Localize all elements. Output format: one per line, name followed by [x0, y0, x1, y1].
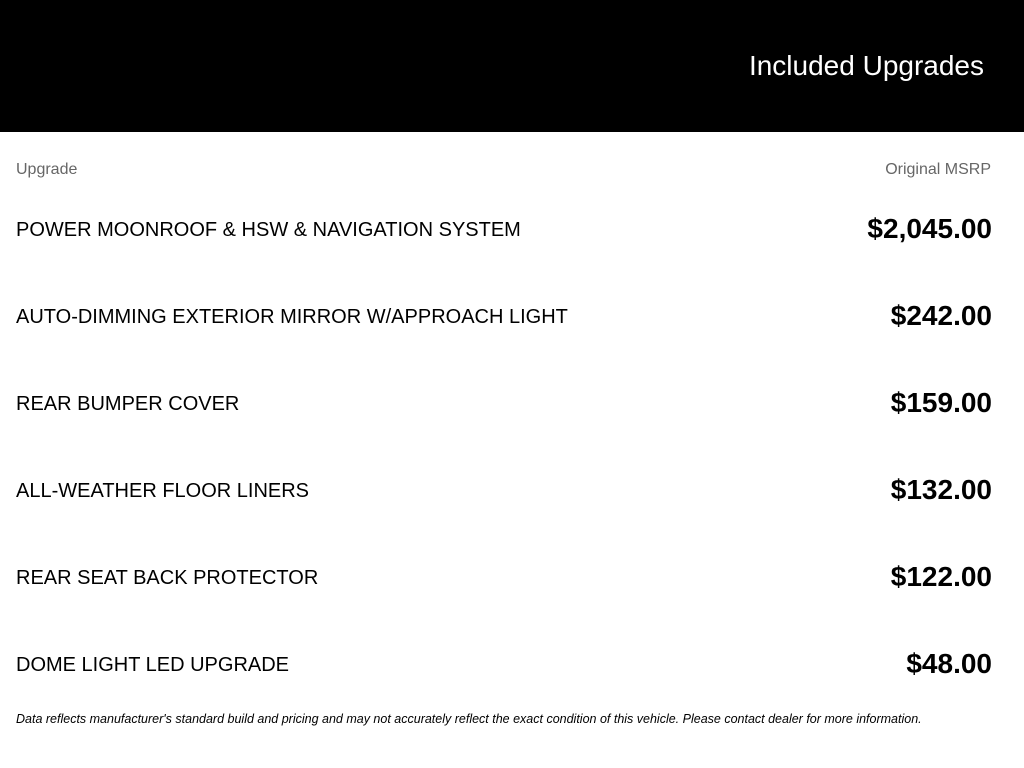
upgrade-price: $132.00	[890, 474, 992, 505]
column-header-upgrade: Upgrade	[16, 161, 78, 178]
upgrade-row	[0, 208, 1024, 295]
upgrade-name: ALL-WEATHER FLOOR LINERS	[16, 480, 310, 502]
disclaimer-text: Data reflects manufacturer's standard build and pricing and may not accurately reflect the exact condition of this vehicle. Please contact dealer for more information.	[16, 712, 922, 726]
upgrade-name: POWER MOONROOF & HSW & NAVIGATION SYSTEM	[16, 219, 521, 241]
upgrade-price: $242.00	[890, 300, 992, 331]
upgrade-row	[0, 382, 1024, 469]
header-banner	[0, 0, 1024, 132]
page-title: Included Upgrades	[748, 50, 984, 81]
upgrade-row	[0, 556, 1024, 643]
upgrade-price: $48.00	[906, 648, 992, 679]
column-header-msrp: Original MSRP	[885, 161, 991, 178]
upgrade-name: REAR SEAT BACK PROTECTOR	[16, 567, 319, 589]
column-headers	[0, 132, 1024, 208]
upgrade-row	[0, 295, 1024, 382]
upgrades-list	[0, 208, 1024, 730]
upgrade-name: REAR BUMPER COVER	[16, 393, 240, 415]
upgrade-price: $2,045.00	[867, 213, 992, 244]
upgrade-row	[0, 469, 1024, 556]
upgrade-price: $122.00	[890, 561, 992, 592]
upgrade-name: DOME LIGHT LED UPGRADE	[16, 654, 290, 676]
upgrade-name: AUTO-DIMMING EXTERIOR MIRROR W/APPROACH LIGHT	[16, 306, 568, 328]
upgrade-price: $159.00	[890, 387, 992, 418]
